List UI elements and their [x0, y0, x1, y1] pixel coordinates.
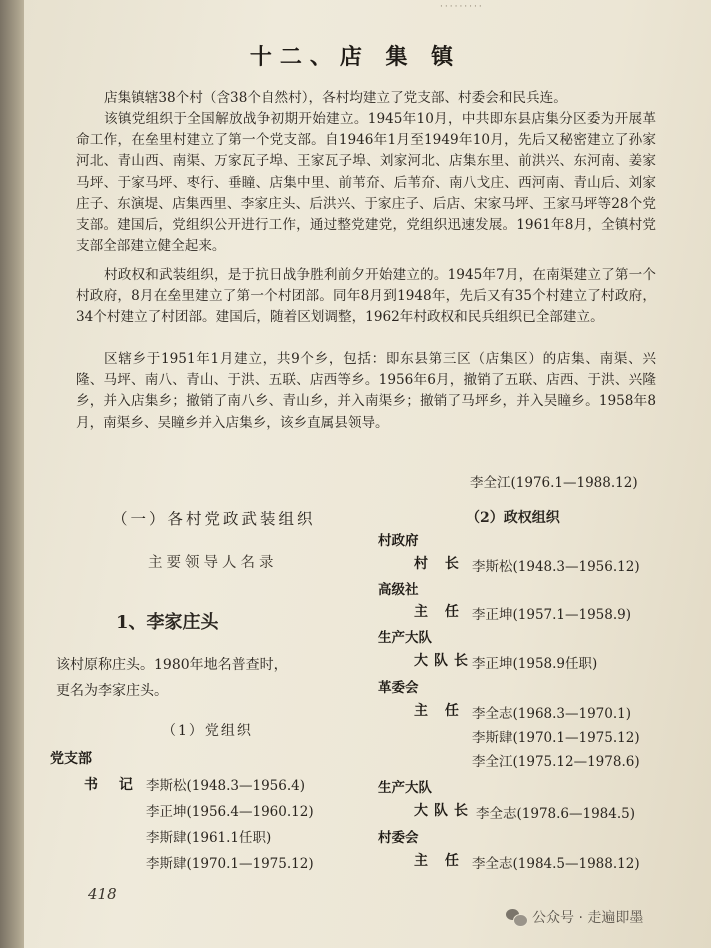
paragraph-4: 区辖乡于1951年1月建立，共9个乡，包括：即东县第三区（店集区）的店集、南渠、兴隆、马坪、南八、青山、于洪、五联、店西等乡。1956年6月，撤销了五联、店西、于洪、兴隆乡，并入店集乡；撤销了南八乡、青山乡，并入南渠乡；撤销了马坪乡，并入吴瞳乡。1958年8月，南渠乡、吴瞳乡并入店集乡，该乡直属县领导。 [76, 351, 656, 431]
gov-entry: 李正坤(1958.9任职) [472, 656, 598, 672]
party-entry: 李斯肆(1970.1—1975.12) [146, 856, 314, 872]
gov-entry: 李斯松(1948.3—1956.12) [472, 559, 640, 575]
page-title: 十二、店 集 镇 [249, 44, 462, 70]
paragraph-3: 村政权和武装组织，是于抗日战争胜利前夕开始建立的。1945年7月，在南渠建立了第一个村政府，8月在垒里建立了第一个村团部。同年8月到1948年，先后又有35个村建立了村政府，34个村建立了村团部。建国后，随着区划调整，1962年村政权和民兵组织已全部建立。 [76, 267, 656, 326]
village-desc-line-1: 该村原称庄头。1980年地名普查时， [56, 657, 288, 673]
org-brigade-2: 生产大队 [378, 780, 432, 796]
paragraph-2: 该镇党组织于全国解放战争初期开始建立。1945年10月，中共即东县店集分区委为开展革命工作，在垒里村建立了第一个党支部。自1946年1月至1949年10月，先后又秘密建立了孙家河北、青山西、南渠、万家瓦子埠、王家瓦子埠、刘家河北、店集东里、前洪兴、东河南、姜家马坪、于家马坪、枣行、垂瞳、店集中里、前苇夼、后苇夼、南八戈庄、西河南、青山后、刘家庄子、东演堤、店集西里、李家庄头、后洪兴、于家庄子、后店、宋家马坪、王家马坪等28个党支部。建国后，党组织公开进行工作，通过整党建党，党组织迅速发展。1961年8月，全镇村党支部全部建立健全起来。 [76, 111, 656, 255]
watermark [506, 907, 643, 927]
position-brigade-head: 大队长 [414, 803, 474, 819]
party-entry: 李斯松(1948.3—1956.4) [146, 778, 306, 794]
position-director: 主 任 [414, 853, 465, 869]
party-entry: 李正坤(1956.4—1960.12) [146, 804, 314, 820]
gov-org-heading: （2）政权组织 [466, 510, 560, 526]
position-village-head: 村 长 [414, 556, 465, 572]
gov-entry: 李全志(1968.3—1970.1) [472, 706, 632, 722]
party-org-heading: （1）党组织 [162, 723, 253, 739]
gov-entry: 李全志(1984.5—1988.12) [472, 856, 640, 872]
village-description [56, 652, 376, 704]
gov-entry: 李正坤(1957.1—1958.9) [472, 607, 632, 623]
paragraph-1: 店集镇辖38个村（含38个自然村），各村均建立了党支部、村委会和民兵连。 [104, 90, 567, 106]
org-senior-coop: 高级社 [378, 582, 419, 598]
page-number: 418 [88, 885, 117, 903]
position-director: 主 任 [414, 604, 465, 620]
gov-entry: 李斯肆(1970.1—1975.12) [472, 730, 640, 746]
wechat-icon [506, 909, 526, 925]
gov-entry: 李全志(1978.6—1984.5) [476, 806, 636, 822]
party-branch-label: 党支部 [50, 751, 92, 767]
org-rev-committee: 革委会 [378, 680, 419, 696]
party-entry: 李斯肆(1961.1任职) [146, 830, 272, 846]
top-mark: ········· [440, 2, 484, 12]
top-signature-entry: 李全江(1976.1—1988.12) [470, 475, 638, 491]
org-village-committee: 村委会 [378, 830, 419, 846]
gov-entry: 李全江(1975.12—1978.6) [472, 754, 640, 770]
org-brigade-1: 生产大队 [378, 630, 432, 646]
village-desc-line-2: 更名为李家庄头。 [56, 683, 168, 699]
org-village-gov: 村政府 [378, 533, 419, 549]
position-director: 主 任 [414, 703, 465, 719]
sub-heading: 主要领导人名录 [148, 555, 278, 571]
position-brigade-head: 大队长 [414, 653, 474, 669]
section-heading: （一）各村党政武装组织 [112, 510, 316, 528]
watermark-text: 公众号 · 走遍即墨 [532, 910, 644, 926]
village-heading: 1、李家庄头 [116, 612, 219, 633]
secretary-role: 书 记 [84, 777, 141, 793]
